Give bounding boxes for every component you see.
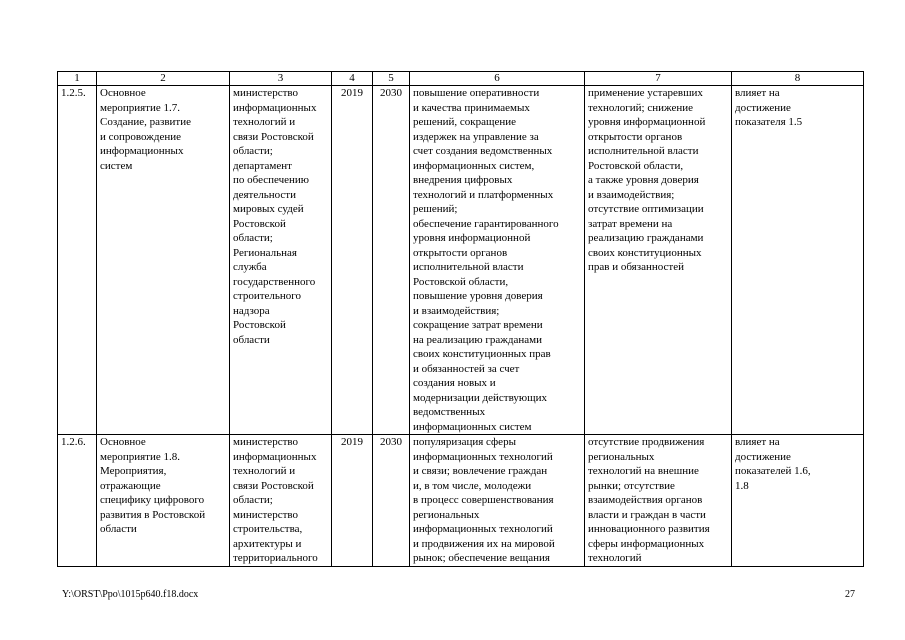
expected-result: повышение оперативности и качества принимаемых решений, сокращение издержек на управление за счет создания ведомственных информационных систем, внедрения цифровых технологий и платформенных решений; обеспечение гарантированного уровня информационной открытости органов исполнительной власти Ростовской области, повышение уровня доверия и взаимодействия; сокращение затрат времени на реализацию гражданами своих конституционных прав и обязанностей за счет создания новых и модернизации действующих ведомственных информационных систем [410, 86, 585, 435]
column-header: 6 [410, 72, 585, 86]
measure-name: Основное мероприятие 1.7. Создание, развитие и сопровождение информационных систем [97, 86, 230, 435]
end-year: 2030 [373, 86, 410, 435]
start-year: 2019 [332, 86, 373, 435]
column-header: 4 [332, 72, 373, 86]
column-header: 7 [585, 72, 732, 86]
table-row [58, 435, 864, 567]
table-row [58, 86, 864, 435]
column-header: 5 [373, 72, 410, 86]
indicator-link: влияет на достижение показателя 1.5 [732, 86, 864, 435]
end-year: 2030 [373, 435, 410, 567]
start-year: 2019 [332, 435, 373, 567]
column-header: 2 [97, 72, 230, 86]
column-header: 3 [230, 72, 332, 86]
non-implementation-consequences: отсутствие продвижения региональных технологий на внешние рынки; отсутствие взаимодействия органов власти и граждан в части инновационного развития сферы информационных технологий [585, 435, 732, 567]
responsible-executor: министерство информационных технологий и связи Ростовской области; министерство строительства, архитектуры и территориального [230, 435, 332, 567]
indicator-link: влияет на достижение показателей 1.6, 1.8 [732, 435, 864, 567]
page-number: 27 [845, 589, 855, 600]
responsible-executor: министерство информационных технологий и связи Ростовской области; департамент по обеспечению деятельности мировых судей Ростовской области; Региональная служба государственного строительного надзора Ростовской области [230, 86, 332, 435]
measure-name: Основное мероприятие 1.8. Мероприятия, отражающие специфику цифрового развития в Ростовской области [97, 435, 230, 567]
table-header-row [58, 72, 864, 86]
column-header: 1 [58, 72, 97, 86]
column-header: 8 [732, 72, 864, 86]
non-implementation-consequences: применение устаревших технологий; снижение уровня информационной открытости органов исполнительной власти Ростовской области, а также уровня доверия и взаимодействия; отсутствие оптимизации затрат времени на реализацию гражданами своих конституционных прав и обязанностей [585, 86, 732, 435]
row-number: 1.2.6. [58, 435, 97, 567]
program-table [57, 71, 864, 567]
file-path: Y:\ORST\Ppo\1015p640.f18.docx [62, 589, 199, 600]
expected-result: популяризация сферы информационных технологий и связи; вовлечение граждан и, в том числе, молодежи в процесс совершенствования региональных информационных технологий и продвижения их на мировой рынок; обеспечение вещания [410, 435, 585, 567]
row-number: 1.2.5. [58, 86, 97, 435]
